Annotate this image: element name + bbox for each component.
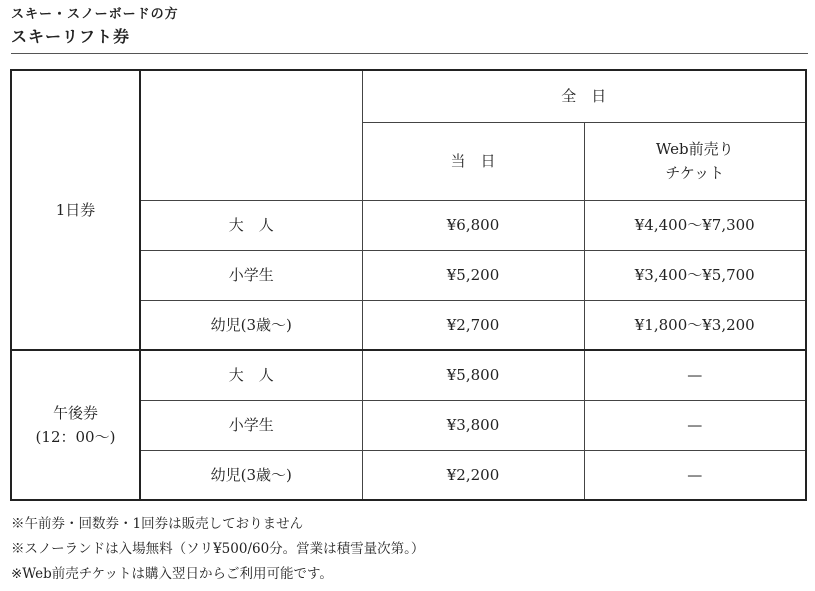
ticket-type-time: (12：00〜) xyxy=(35,428,116,446)
price-web: — xyxy=(584,450,806,500)
ticket-type-label: 1日券 xyxy=(55,201,96,219)
price-web: ¥1,800〜¥3,200 xyxy=(584,300,806,350)
price-same-day: ¥5,200 xyxy=(362,250,584,300)
header-web-line2: チケット xyxy=(665,164,725,182)
category-cell: 小学生 xyxy=(140,250,362,300)
price-same-day: ¥3,800 xyxy=(362,400,584,450)
page-title: スキーリフト券 xyxy=(11,27,131,46)
price-table xyxy=(10,69,807,501)
category-cell: 幼児(3歳〜) xyxy=(140,300,362,350)
ticket-type-1day xyxy=(11,70,140,350)
header-web-presale xyxy=(584,122,806,200)
price-same-day: ¥5,800 xyxy=(362,350,584,400)
header-same-day: 当 日 xyxy=(362,122,584,200)
category-cell: 大 人 xyxy=(140,350,362,400)
ticket-type-afternoon xyxy=(11,350,140,500)
category-cell: 小学生 xyxy=(140,400,362,450)
price-web: ¥4,400〜¥7,300 xyxy=(584,200,806,250)
price-web: ¥3,400〜¥5,700 xyxy=(584,250,806,300)
title-divider xyxy=(11,53,808,54)
header-web-line1: Web前売り xyxy=(655,140,734,158)
notes-list xyxy=(11,512,424,587)
category-cell: 大 人 xyxy=(140,200,362,250)
category-cell: 幼児(3歳〜) xyxy=(140,450,362,500)
price-same-day: ¥2,700 xyxy=(362,300,584,350)
note-item: ※Web前売チケットは購入翌日からご利用可能です。 xyxy=(11,566,333,582)
header-all-day: 全 日 xyxy=(362,70,806,122)
page-subtitle: スキー・スノーボードの方 xyxy=(11,7,179,22)
price-same-day: ¥6,800 xyxy=(362,200,584,250)
price-same-day: ¥2,200 xyxy=(362,450,584,500)
empty-header-cell xyxy=(140,70,362,200)
price-web: — xyxy=(584,350,806,400)
note-item: ※スノーランドは入場無料（ソリ¥500/60分。営業は積雪量次第。） xyxy=(11,541,425,557)
price-web: — xyxy=(584,400,806,450)
ticket-type-label: 午後券 xyxy=(52,404,98,422)
note-item: ※午前券・回数券・1回券は販売しておりません xyxy=(11,516,304,532)
